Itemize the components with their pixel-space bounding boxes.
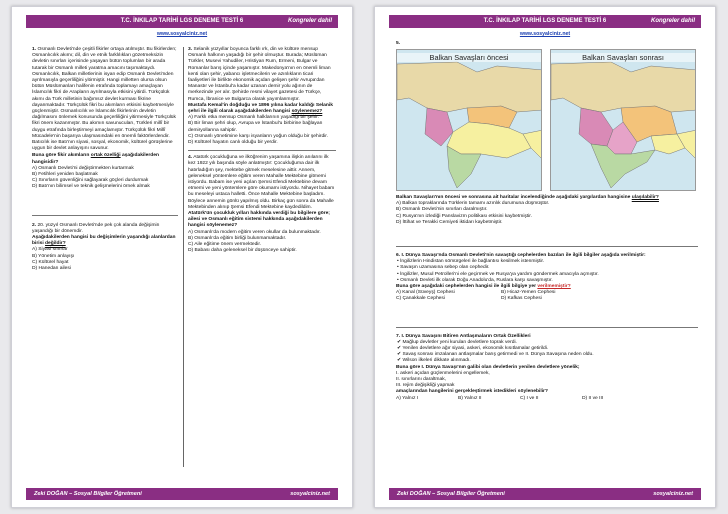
left-page <box>11 6 353 508</box>
prompt-text: amaçlarından hangilerini gerçekleştirmek istedikleri söylenebilir? <box>396 389 548 395</box>
option[interactable]: A) Farklı etka mensup Osmanlı halklarının yaşadığı bir şehir. <box>188 115 320 121</box>
option[interactable]: C) Rusya'nın izlediği Panslavizm politikası etkisini kaybetmiştir. <box>396 213 533 219</box>
check-text: Wilson ilkeleri dikkate alınmadı. <box>402 358 471 364</box>
question-4 <box>188 150 336 254</box>
option[interactable]: A) Balkan topraklarında Türklerin tamamı azınlık durumuna düşmüştür. <box>396 201 550 207</box>
list-item: • İngilizler, Musul Petrolleri'ni ele geçirmek ve Rusya'ya yardım göndermek amacıyla açmıştır. <box>397 271 599 277</box>
right-page-footer <box>389 488 701 500</box>
question-1 <box>32 47 178 152</box>
option[interactable]: C) Sınırların güvenliğini sağlayarak göçleri durdurmak <box>32 178 149 184</box>
option[interactable]: B) Yönetim anlayışı <box>32 253 75 259</box>
option[interactable]: A) Osmanlı'da modern eğitim veren okullar da bulunmaktadır. <box>188 229 321 235</box>
question-number: 3. <box>188 47 193 52</box>
map-after <box>550 49 696 191</box>
options-row <box>396 296 698 302</box>
question-title: I. Dünya Savaşını Bitiren Antlaşmaların Ortak Özellikleri <box>401 333 531 339</box>
question-number: 4. <box>188 155 193 161</box>
item: I. askeri açıdan güçlenmelerini engellemek, <box>396 370 490 376</box>
question-text: Selanik yüzyıllar boyunca farklı ırk, din ve kültüre mensup Osmanlı halkının yaşadığı bir şehir olmuştur. Burada; Müslüman Türkler, Musevi Yahudiler, Hristiyan Rum, Ermeni, Bulgar ve Romanlar barış içinde yaşamıştır. Makedonya'nın en önemli liman kenti olan şehir, yabancı işletmecilerin ve azınlıkların ticari faaliyetleri ile birlikte ekonomik açıdan gelişen şehir Avrupa'dan Manastır ve İstanbul'a kadar uzanan demir yolu ağının de merkezinde yer alır. Şehirde resmi vilayet gazetesi de Türkçe, Rumca, İbranice ve Bulgarca olarak yayımlanmıştır. <box>188 47 331 102</box>
check-icon: ✔ <box>397 346 402 352</box>
prompt-text: aşağıdakilerden hangisidir? <box>32 153 159 165</box>
option[interactable]: D) Batı'nın bilimsel ve teknik gelişmelerini örnek almak <box>32 184 150 190</box>
prompt-text: Balkan Savaşları'nın öncesi ve sonrasına ait haritalar incelendiğinde aşağıdaki yargılardan hangisine <box>396 195 631 200</box>
question-2 <box>32 215 178 273</box>
balkan-maps <box>396 49 696 191</box>
bullet-text: İngilizler, Musul Petrolleri'ni ele geçirmek ve Rusya'ya yardım göndermek amacıyla açmıştır. <box>400 271 599 277</box>
left-page-footer <box>26 488 338 500</box>
option[interactable]: A) Osmanlı Devleti'ni değiştirmekten kurtarmak <box>32 165 134 171</box>
option[interactable]: A) Kanal (Süveyş) Cephesi <box>396 290 455 296</box>
option[interactable]: C) Aile eğitime önem vermektedir. <box>188 242 262 248</box>
header-subtitle: Kongreler dahil <box>650 18 695 24</box>
question-number: 5. <box>396 41 401 46</box>
check-icon: ✔ <box>397 358 402 364</box>
header-title: T.C. İNKILAP TARİHİ LGS DENEME TESTİ 6 <box>483 18 607 24</box>
prompt-text: Atatürk'ün çocukluk yılları hakkında verdiği bu bilgilere göre; ailesi ve Osmanlı eğitim sistemi hakkında aşağıdakilerden hangisi söylenemez? <box>188 211 330 229</box>
option[interactable]: B) Yalnız II <box>458 395 482 401</box>
option[interactable]: C) I ve II <box>520 395 539 401</box>
left-column <box>32 47 178 272</box>
prompt-emphasis: değildir? <box>45 241 66 247</box>
header-subtitle: Kongreler dahil <box>287 18 332 24</box>
footer-site[interactable]: sosyalciniz.net <box>653 491 693 497</box>
question-text: 20. yüzyıl Osmanlı Devleti'nde pek çok alanda değişimin yaşandığı bir dönemdir. <box>32 222 160 234</box>
question-5-number-wrap <box>396 41 696 47</box>
check-list <box>396 340 698 365</box>
bullet-text: Savaşın uzamasına sebep olan cephedir. <box>400 265 490 271</box>
footer-author: Zeki DOĞAN – Sosyal Bilgiler Öğretmeni <box>397 491 505 497</box>
right-page <box>374 6 716 508</box>
check-text: Mağlup devletler yeni kurulan devletlere toprak verdi. <box>402 339 517 345</box>
option[interactable]: B) Osmanlı Devleti'nin sınırları daralmıştır. <box>396 207 488 213</box>
option[interactable]: A) Siyasi sınırlar <box>32 247 68 253</box>
column-divider <box>183 47 184 467</box>
question-number: 6. <box>396 253 401 259</box>
question-number: 1. <box>32 47 37 52</box>
list-item: • Osmanlı Devleti ilk olarak Doğu Anadolu'da, Ruslara karşı savaşmıştır. <box>397 277 553 283</box>
option[interactable]: C) Kültürel hayat <box>32 259 69 265</box>
option[interactable]: D) II ve III <box>582 395 604 401</box>
prompt-text: Buna göre aşağıdaki cephelerden hangisi ile ilgili bilgiye yer <box>396 284 536 290</box>
option[interactable]: B) Osmanlı'da eğitim birliği bulunmamaktadır. <box>188 235 287 241</box>
list-item: • Savaşın uzamasına sebep olan cephedir. <box>397 265 490 271</box>
bullet-text: İngilizlerin Hindistan sömürgeleri ile bağlantısı kesilmek istenmiştir. <box>400 259 545 265</box>
prompt-emphasis: ulaşılabilir? <box>631 195 659 200</box>
question-7 <box>396 327 698 402</box>
right-page-body <box>396 195 698 402</box>
right-column <box>188 47 336 255</box>
map-before <box>396 49 542 191</box>
map-before-title: Balkan Savaşları öncesi <box>397 53 541 62</box>
bullet-list <box>396 259 698 284</box>
item: II. sınırlarını daraltmak, <box>396 377 447 383</box>
map-before-image <box>397 50 542 191</box>
option[interactable]: D) İttihat ve Terakki Cemiyeti iktidarı kaybetmiştir. <box>396 219 503 225</box>
option[interactable]: B) Hicaz-Yemen Cephesi <box>501 290 556 296</box>
prompt-emphasis: söylenemez? <box>291 109 323 115</box>
prompt-text: Aşağıdakilerden hangisi bu değişimlerin yaşandığı alanlardan birisi <box>32 235 176 247</box>
option[interactable]: B) Bir liman şehri olup, Avrupa ve İstanbul'u birbirine bağlayan demiryollarına sahiptir. <box>188 121 323 133</box>
question-text: Atatürk çocukluğuna ve ilköğrenim yaşamına ilişkin anılarını ilk kez 1922 yılı başında söyle anlatmıştır: Çocukluğuma dair ilk hatırladığım şey, mektebe gitmek meselesine aittir. Annem, geleneksel yöntemlere eğitim veren Mahalle Mektebine gitmemi istiyordu. Babam ise yeni açılan Şemsi Efendi Mektebine devam etmemi ve yeni yöntemlere göre okumamı istiyordu. Nihayet babam bu meseleyi ustaca halletti. Önce Mahalle Mektebine başladım. Böylece annemin gönlü yapılmış oldu. Birkaç gün sonra da Mahalle Mektebinden alınıp Şemsi Efendi Mektebine kaydedildim. <box>188 155 335 210</box>
option[interactable]: D) Hanedan ailesi <box>32 266 71 272</box>
site-link[interactable]: www.sosyalciniz.net <box>156 31 208 37</box>
question-3 <box>188 47 336 103</box>
right-page-header <box>389 15 701 28</box>
prompt-emphasis: verilmemiştir? <box>537 284 571 290</box>
item: III. rejim değişikliği yapmak <box>396 383 455 389</box>
question-text: I. Dünya Savaşı'nda Osmanlı Devleti'nin savaştığı cephelerden bazıları ile ilgili bilgiler aşağıda verilmiştir: <box>401 253 646 259</box>
check-text: Yenilen devletlere ağır siyasi, askeri, ekonomik kısıtlamalar getirildi. <box>402 346 549 352</box>
option[interactable]: A) Yalnız I <box>396 395 419 401</box>
footer-author: Zeki DOĞAN – Sosyal Bilgiler Öğretmeni <box>34 491 142 497</box>
footer-site[interactable]: sosyalciniz.net <box>290 491 330 497</box>
left-page-header <box>26 15 338 28</box>
question-1-prompt <box>32 153 178 165</box>
question-6 <box>396 246 698 303</box>
check-icon: ✔ <box>397 352 402 358</box>
check-text: Savaş sonrası imzalanan antlaşmalar barış getirmedi ve II. Dünya Savaşına neden oldu. <box>402 352 594 358</box>
map-after-image <box>551 50 696 191</box>
bullet-text: Osmanlı Devleti ilk olarak Doğu Anadolu'da, Ruslara karşı savaşmıştır. <box>400 277 553 283</box>
option[interactable]: C) Osmanlı yönetimine karşı isyanların yoğun olduğu bir şehirdir. <box>188 133 328 139</box>
list-item: • İngilizlerin Hindistan sömürgeleri ile bağlantısı kesilmek istenmiştir. <box>397 259 545 265</box>
option[interactable]: D) Babası daha geleneksel bir düşünceye sahiptir. <box>188 248 297 254</box>
check-icon: ✔ <box>397 339 402 345</box>
options-row <box>396 396 698 402</box>
option[interactable]: D) Kafkas Cephesi <box>501 296 542 302</box>
prompt-text: Mustafa Kemal'in doğduğu ve 1896 yılına kadar kaldığı Selanik şehri ile ilgili olarak aşağıdakilerden hangisi <box>188 102 333 115</box>
prompt-text: Buna göre I. Dünya Savaşı'nın galibi olan devletlerin yenilen devletlere yönelik; <box>396 364 580 370</box>
option[interactable]: D) Kültürel hayatın canlı olduğu bir yerdir. <box>188 140 278 146</box>
map-after-title: Balkan Savaşları sonrası <box>551 53 695 62</box>
question-text: Osmanlı Devleti'nde çeşitli fikirler ortaya atılmıştır. Bu fikirlerden; Osmanlıcılık akımı; dil, din ve etnik farklılıkları gözetmeksizin devletin sınırları içerisinde yaşayan bütün toplumları bir arada tutarak bir Osmanlı milleti yaratma amacını taşımaktaydı. Osmanlıcılık, Balkan milletlerinin isyan edip Osmanlı Devleti'nden ayrılmasıyla geçerliliğini yitirmiştir. Hangi milletten olursa olsun bütün Müslümanları halifenin etrafında toplamayı amaçlayan İslamcılık fikri de Arapların ayrılmasıyla etkisini yitirdi. Türkçülük akımı da Türk milletinin bağımsız devlet kurması fikrine dayanmaktadır. Türkçülük fikri bu akımların etkisini kaybetmesiyle güçlenmiştir. Osmanlıcılık ve İslamcılık fikirlerinin devletin dağılmasını önlemek konusunda geçerliliğini yitirmesiyle Türkçülük fikri önem kazanmıştır. Bu akımın savunucuları, Türkleri millî bir duygu etrafında birleştirmeyi amaçlamıştır. Türkçülük fikri Millî Mücadele'nin başarıya ulaşmasındaki en önemli faktörlerdendir. Batıcılık ise Batı'nın siyasi, sosyal, ekonomik, kültürel görüşlerine uygun bir devlet anlayışını savunur. <box>32 47 177 152</box>
prompt-text: Buna göre fikir akımların <box>32 153 90 159</box>
option[interactable]: C) Çanakkale Cephesi <box>396 296 445 302</box>
question-number: 2. <box>32 222 37 228</box>
option[interactable]: B) Fetihleri yeniden başlatmak <box>32 172 98 178</box>
prompt-emphasis: ortak özelliği <box>90 153 121 159</box>
header-title: T.C. İNKILAP TARİHİ LGS DENEME TESTİ 6 <box>120 18 244 24</box>
question-number: 7. <box>396 333 401 339</box>
site-link[interactable]: www.sosyalciniz.net <box>519 31 571 37</box>
